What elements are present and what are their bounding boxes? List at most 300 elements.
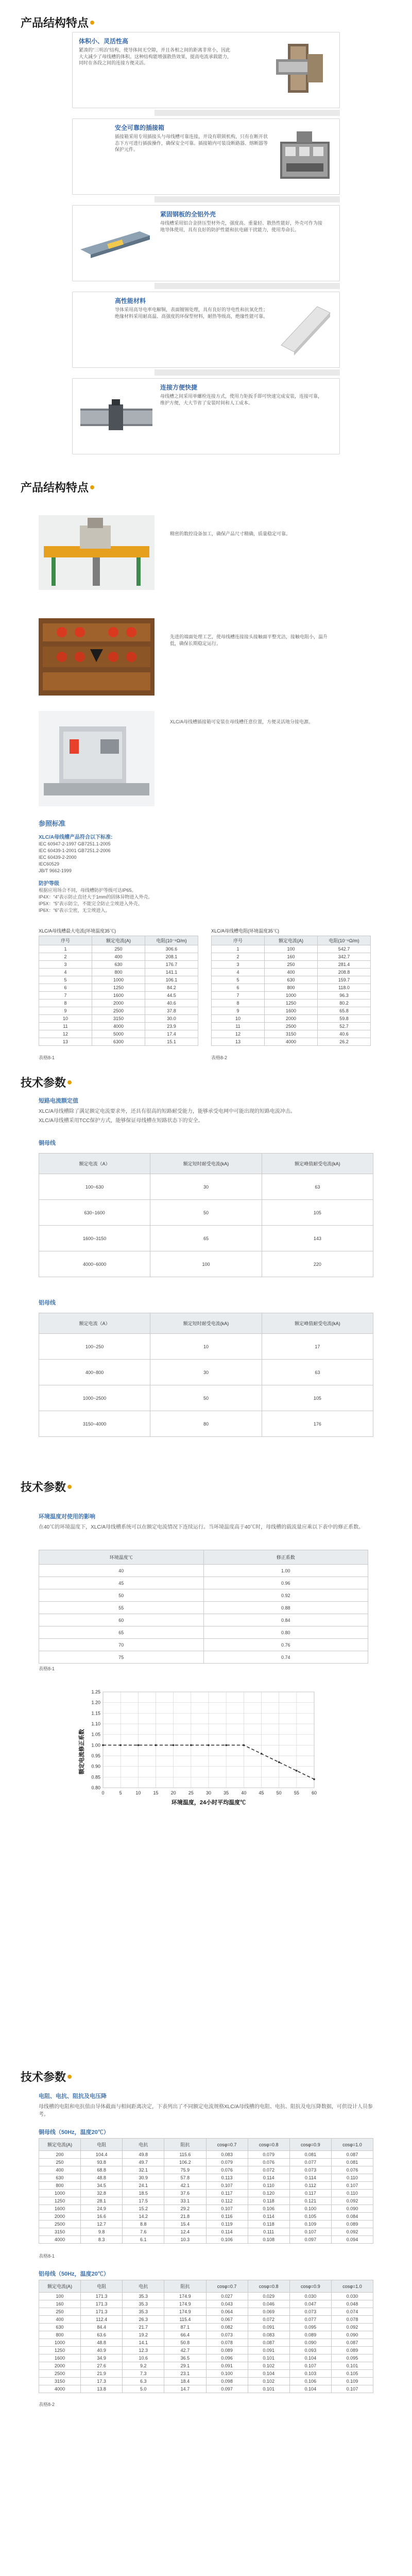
table-cell: 12.7 (81, 2221, 123, 2228)
title-dot: • (89, 17, 96, 30)
table-row (39, 976, 198, 984)
section-title-structure (21, 14, 96, 30)
x-tick-label: 10 (135, 1790, 141, 1795)
table-header-row (39, 1550, 368, 1565)
table-cell: 0.048 (331, 2300, 373, 2308)
table-cell: 57.8 (164, 2174, 206, 2182)
table-cell: 4000 (39, 2385, 81, 2393)
table-cell: 400 (39, 2316, 81, 2324)
x-tick-label: 0 (101, 1790, 105, 1795)
table-row (212, 961, 371, 969)
impedance-aluminum-note: 表格8-2 (39, 2402, 55, 2407)
table-cell: 0.96 (203, 1577, 368, 1589)
standards-list (39, 841, 111, 874)
table-cell: 12 (212, 1030, 265, 1038)
temp-table-note: 表格8-1 (39, 1666, 55, 1671)
standards-subtitle: XLC/A母线槽产品符合以下标准: (39, 835, 113, 840)
table-cell: 0.081 (331, 2159, 373, 2166)
table-cell: 15.1 (145, 1038, 198, 1046)
table-cell: 12 (39, 1030, 92, 1038)
table-header-cell: cosφ=0.7 (206, 2139, 248, 2151)
table-cell: 0.030 (289, 2293, 331, 2300)
table-cell: 2500 (265, 1023, 318, 1030)
table-cell: 0.097 (206, 2385, 248, 2393)
table-row (39, 953, 198, 961)
table-row (39, 2385, 373, 2393)
table-cell: 15.2 (123, 2205, 164, 2213)
table-header-cell: 额定电流（A） (39, 1313, 150, 1334)
aluminum-impedance-table (39, 2280, 373, 2393)
table-cell: 0.087 (248, 2339, 289, 2347)
table-cell: 2 (39, 953, 92, 961)
table-cell: 0.093 (289, 2347, 331, 2354)
table-cell: 80 (150, 1411, 262, 1437)
table-header-row (39, 1313, 373, 1334)
table-cell: 0.114 (289, 2174, 331, 2182)
table-cell: 26.3 (123, 2316, 164, 2324)
feature-title: 连接方便快捷 (160, 384, 198, 391)
table-header-cell: cosφ=0.8 (248, 2139, 289, 2151)
table-cell: 0.105 (331, 2370, 373, 2378)
title-dot: • (66, 1077, 74, 1090)
table-cell: 100 (39, 2293, 81, 2300)
table-cell: 34.9 (81, 2354, 123, 2362)
table-header-cell: 电阻(10⁻⁶Ω/m) (145, 936, 198, 945)
feature-card-1 (72, 32, 340, 108)
table-cell: 800 (92, 969, 145, 976)
feature-text: 紧凑的“三明治”结构，使导体间无空隙，并且各相之间的距离非常小，因此大大减少了母线槽的体积。这种结构能增强散热效果，提高电流承载能力，同时在各段之间的连接方便灵活。 (79, 47, 232, 65)
table-cell: 0.092 (331, 2324, 373, 2331)
table-cell: 0.082 (206, 2324, 248, 2331)
table-cell: 0.027 (206, 2293, 248, 2300)
table-cell: 21.9 (81, 2370, 123, 2378)
table-row (39, 1577, 368, 1589)
table-cell: 0.118 (248, 2221, 289, 2228)
table-row (39, 2308, 373, 2316)
y-tick-label: 1.20 (91, 1700, 100, 1705)
table-cell: 8.8 (123, 2221, 164, 2228)
table-cell: 400 (92, 953, 145, 961)
table2-caption: XLC/A母线槽电阻(环境温度35℃) (211, 928, 280, 934)
table-cell: 3 (212, 961, 265, 969)
table-cell: 32.1 (123, 2166, 164, 2174)
table-cell: 36.5 (164, 2354, 206, 2362)
table-cell: 0.072 (248, 2166, 289, 2174)
standard-item: JB/T 9662-1999 (39, 868, 72, 873)
table-header-row (39, 2139, 373, 2151)
table-cell: 63 (262, 1174, 373, 1200)
table-row (39, 999, 198, 1007)
table-cell: 16.6 (81, 2213, 123, 2221)
table-cell: 0.069 (248, 2308, 289, 2316)
table-header-cell: 电阻 (81, 2139, 123, 2151)
table-row (39, 961, 198, 969)
table-cell: 6.3 (123, 2378, 164, 2385)
title-dot: • (66, 2071, 74, 2084)
table-cell: 17.3 (81, 2378, 123, 2385)
table-cell: 49.8 (123, 2151, 164, 2159)
table-row (39, 1015, 198, 1023)
table-cell: 0.090 (331, 2331, 373, 2339)
table-cell: 281.4 (318, 961, 371, 969)
table-cell: 174.9 (164, 2300, 206, 2308)
table-cell: 0.091 (206, 2362, 248, 2370)
table-cell: 30 (150, 1360, 262, 1385)
copper-impedance-table (39, 2138, 373, 2244)
table-cell: 0.072 (248, 2316, 289, 2324)
table-cell: 0.106 (289, 2378, 331, 2385)
table-cell: 50 (150, 1385, 262, 1411)
x-tick-label: 20 (170, 1790, 176, 1795)
table-row (39, 1626, 368, 1639)
table-row (39, 2166, 373, 2174)
table-cell: 1250 (39, 2347, 81, 2354)
table-cell: 9 (39, 1007, 92, 1015)
table-cell: 59.8 (318, 1015, 371, 1023)
table-row (39, 969, 198, 976)
table-row (39, 1334, 373, 1360)
table-header-cell: 额定峰值耐受电流(kA) (262, 1313, 373, 1334)
y-tick-label: 0.80 (91, 1785, 100, 1790)
table-cell: 4 (212, 969, 265, 976)
table-cell: 3150 (39, 2228, 81, 2236)
table-cell: 17 (262, 1334, 373, 1360)
table-cell: 33.1 (164, 2197, 206, 2205)
table-cell: 65.8 (318, 1007, 371, 1015)
table-cell: 11 (39, 1023, 92, 1030)
table-row (39, 1589, 368, 1602)
table-cell: 630 (92, 961, 145, 969)
protection-line: 根据应用场合不同，母线槽防护等级可达IP65。 (39, 888, 136, 893)
table-cell: 630~1600 (39, 1200, 150, 1226)
feature-text: 母线槽之间采用单螺栓连接方式，使用力矩扳手即可快速完成安装，连接可靠，维护方便，大大节省了安装时间和人工成本。 (160, 394, 323, 405)
table-header-cell: 额定电流(A) (39, 2139, 81, 2151)
title-text: 产品结构特点 (21, 17, 89, 30)
table-cell: 0.029 (248, 2293, 289, 2300)
table-cell: 4000 (265, 1038, 318, 1046)
table-row (39, 2339, 373, 2347)
table-cell: 29.1 (164, 2362, 206, 2370)
table-cell: 0.047 (289, 2300, 331, 2308)
table-row (39, 2197, 373, 2205)
table-cell: 0.097 (289, 2236, 331, 2244)
table-cell: 0.119 (206, 2221, 248, 2228)
tech-para: XLC/A母线槽除了满足额定电流要求外，还具有很高的短路耐受能力，能够承受电网中可能出现的短路电流冲击。 (39, 1109, 296, 1114)
table-cell: 100~630 (39, 1174, 150, 1200)
table-cell: 0.111 (248, 2228, 289, 2236)
feature-text: 导体采用高导电率电解铜，表面镀锡处理，具有良好的导电性和抗氧化性；绝缘材料采用耐高温、高强度的环保型材料，耐热等级高，绝缘性能可靠。 (115, 307, 268, 319)
data-point (296, 1770, 298, 1772)
table-row (212, 1023, 371, 1030)
table-cell: 21.8 (164, 2213, 206, 2221)
table-cell: 0.107 (289, 2228, 331, 2236)
table-cell: 0.043 (206, 2300, 248, 2308)
table-cell: 1000 (39, 2339, 81, 2347)
table-cell: 68.8 (81, 2166, 123, 2174)
table-header-cell: cosφ=0.7 (206, 2280, 248, 2293)
data-point (102, 1744, 104, 1747)
table-row (39, 1023, 198, 1030)
table-cell: 0.092 (331, 2228, 373, 2236)
table-cell: 63 (262, 1360, 373, 1385)
table-cell: 115.4 (164, 2316, 206, 2324)
table-cell: 160 (39, 2300, 81, 2308)
impedance-copper-note: 表格8-1 (39, 2253, 55, 2259)
table-row (212, 992, 371, 999)
product-desc-3: XLC/A母线槽插接箱可安装在母线槽任意位置，方便灵活地分接电源。 (170, 719, 314, 724)
table-cell: 42.1 (164, 2182, 206, 2190)
table-cell: 37.8 (145, 1007, 198, 1015)
table-cell: 1250 (265, 999, 318, 1007)
table-header-cell: 电阻 (81, 2280, 123, 2293)
x-tick-label: 55 (294, 1790, 299, 1795)
temperature-factor-table (39, 1550, 368, 1664)
table-cell: 1000 (92, 976, 145, 984)
table-cell: 18.5 (123, 2190, 164, 2197)
table-cell: 306.6 (145, 945, 198, 953)
table-cell: 0.100 (289, 2205, 331, 2213)
table-cell: 0.076 (248, 2159, 289, 2166)
section-title-product (21, 479, 96, 495)
data-point (313, 1778, 315, 1781)
table-cell: 0.108 (248, 2236, 289, 2244)
table-cell: 2500 (39, 2370, 81, 2378)
table-cell: 106.1 (145, 976, 198, 984)
table-cell: 0.081 (289, 2151, 331, 2159)
table-header-row (39, 2280, 373, 2293)
table-cell: 48.8 (81, 2339, 123, 2347)
feature-title: 紧固钢板的全铝外壳 (160, 211, 216, 218)
data-point (190, 1744, 192, 1747)
table-cell: 2500 (92, 1007, 145, 1015)
table-cell: 0.087 (331, 2151, 373, 2159)
x-tick-label: 30 (205, 1790, 212, 1795)
table-cell: 0.083 (248, 2331, 289, 2339)
table-cell: 112.4 (81, 2316, 123, 2324)
table-cell: 0.067 (206, 2316, 248, 2324)
x-tick-label: 35 (224, 1790, 229, 1795)
table-cell: 0.102 (248, 2378, 289, 2385)
table-cell: 14.1 (123, 2339, 164, 2347)
table-header-cell: 序号 (39, 936, 92, 945)
data-point (261, 1753, 263, 1755)
table-cell: 400 (265, 969, 318, 976)
section-title-impedance (21, 2069, 73, 2084)
table-row (39, 1565, 368, 1577)
feature-title: 高性能材料 (115, 297, 146, 304)
table-cell: 75 (39, 1651, 204, 1664)
impedance-subtitle: 电阻、电抗、阻抗及电压降 (39, 2093, 107, 2099)
y-tick-label: 1.05 (91, 1732, 100, 1737)
table-header-cell: 额定电流（A） (39, 1154, 150, 1174)
table-cell: 50 (150, 1200, 262, 1226)
table-cell: 0.107 (289, 2362, 331, 2370)
table-row (39, 1614, 368, 1626)
impedance-aluminum-title: 铝母线（50Hz，温度20℃） (39, 2271, 109, 2277)
table-cell: 0.107 (206, 2205, 248, 2213)
table-cell: 0.110 (248, 2182, 289, 2190)
table-cell: 0.118 (248, 2197, 289, 2205)
impedance-copper-title: 铜母线（50Hz，温度20℃） (39, 2129, 109, 2136)
temp-subtitle: 环境温度对使用的影响 (39, 1514, 95, 1520)
table-row (39, 2362, 373, 2370)
table-cell: 21.7 (123, 2324, 164, 2331)
table-cell: 55 (39, 1602, 204, 1614)
table-header-cell: 电抗 (123, 2280, 164, 2293)
table-row (39, 2213, 373, 2221)
table-cell: 4000 (39, 2236, 81, 2244)
table-row (39, 1007, 198, 1015)
table-cell: 10 (150, 1334, 262, 1360)
table-cell: 800 (39, 2182, 81, 2190)
table-cell: 0.046 (248, 2300, 289, 2308)
table-cell: 10 (39, 1015, 92, 1023)
table-cell: 0.064 (206, 2308, 248, 2316)
table-cell: 0.109 (331, 2378, 373, 2385)
table-cell: 0.076 (331, 2166, 373, 2174)
section-title-standards: 参照标准 (39, 820, 66, 827)
table-row (39, 2182, 373, 2190)
table-cell: 0.117 (289, 2190, 331, 2197)
table-cell: 160 (265, 953, 318, 961)
table-cell: 3150~4000 (39, 1411, 150, 1437)
table-cell: 0.087 (331, 2339, 373, 2347)
quick-connection-image (78, 394, 155, 440)
table-cell: 0.089 (331, 2347, 373, 2354)
table-cell: 1000 (265, 992, 318, 999)
table-header-cell: 序号 (212, 936, 265, 945)
feature-title: 安全可靠的插接箱 (115, 124, 165, 131)
table-cell: 250 (39, 2159, 81, 2166)
table-cell: 1600 (39, 2205, 81, 2213)
table-cell: 100 (265, 945, 318, 953)
table-cell: 10.6 (123, 2354, 164, 2362)
table-cell: 0.095 (331, 2354, 373, 2362)
table-row (212, 953, 371, 961)
table-cell: 0.110 (331, 2190, 373, 2197)
table-cell: 1000 (39, 2190, 81, 2197)
table-cell: 40.6 (145, 999, 198, 1007)
cnc-machine-photo (39, 515, 154, 590)
table-cell: 0.80 (203, 1626, 368, 1639)
separator-strip (154, 196, 340, 202)
table-cell: 1250 (39, 2197, 81, 2205)
table-cell: 5 (212, 976, 265, 984)
table-cell: 87.1 (164, 2324, 206, 2331)
table-header-cell: cosφ=1.0 (331, 2139, 373, 2151)
table-cell: 5.0 (123, 2385, 164, 2393)
table-cell: 0.74 (203, 1651, 368, 1664)
y-tick-label: 1.00 (91, 1742, 100, 1748)
table-cell: 7 (212, 992, 265, 999)
table-cell: 48.8 (81, 2174, 123, 2182)
table-cell: 171.3 (81, 2300, 123, 2308)
table-cell: 6300 (92, 1038, 145, 1046)
table-row (39, 1200, 373, 1226)
standard-item: IEC 60439-1-2001 GB7251.2-2006 (39, 848, 111, 853)
table-row (39, 2331, 373, 2339)
separator-strip (154, 369, 340, 376)
y-tick-label: 1.15 (91, 1710, 100, 1716)
table-cell: 7 (39, 992, 92, 999)
table-cell: 630 (39, 2174, 81, 2182)
protection-line: IP6X：“6”表示尘密，无尘埃进入。 (39, 908, 110, 913)
table-cell: 2000 (92, 999, 145, 1007)
table-cell: 542.7 (318, 945, 371, 953)
table-cell: 27.6 (81, 2362, 123, 2370)
table-cell: 0.105 (289, 2213, 331, 2221)
table-cell: 1600 (39, 2354, 81, 2362)
table-cell: 2000 (39, 2362, 81, 2370)
table-cell: 40 (39, 1565, 204, 1577)
table-row (39, 1385, 373, 1411)
table-cell: 0.112 (206, 2197, 248, 2205)
data-point (138, 1744, 140, 1747)
table-row (39, 2300, 373, 2308)
table-row (39, 984, 198, 992)
resistance-table (211, 936, 371, 1046)
x-tick-label: 25 (188, 1790, 194, 1795)
table-cell: 208.1 (145, 953, 198, 961)
table-cell: 30.9 (123, 2174, 164, 2182)
table-cell: 0.078 (206, 2339, 248, 2347)
table-row (39, 2174, 373, 2182)
table-cell: 17.5 (123, 2197, 164, 2205)
table-cell: 104.4 (81, 2151, 123, 2159)
table-cell: 208.8 (318, 969, 371, 976)
x-tick-label: 45 (259, 1790, 264, 1795)
table-header-cell: 额定电流(A) (39, 2280, 81, 2293)
table-row (39, 1226, 373, 1251)
title-dot: • (66, 1481, 74, 1494)
table-cell: 5 (39, 976, 92, 984)
table-cell: 15.4 (164, 2221, 206, 2228)
table-row (39, 2324, 373, 2331)
table-cell: 0.078 (331, 2316, 373, 2324)
table-cell: 18.4 (164, 2378, 206, 2385)
busbar-joint-image (273, 39, 330, 100)
table-row (39, 2221, 373, 2228)
table-cell: 0.096 (206, 2354, 248, 2362)
table-cell: 106.2 (164, 2159, 206, 2166)
table-cell: 0.079 (248, 2151, 289, 2159)
table-cell: 0.089 (331, 2221, 373, 2228)
temp-para: 在40℃的环境温度下，XLC/A母线槽系统可以在额定电流情况下连续运行。当环境温度高于40℃时，母线槽的载流量应乘以下表中的修正系数。 (39, 1524, 364, 1530)
table-cell: 0.089 (289, 2331, 331, 2339)
table-cell: 1600~3150 (39, 1226, 150, 1251)
table-row (212, 1007, 371, 1015)
table-cell: 1600 (92, 992, 145, 999)
table-row (39, 1411, 373, 1437)
table-cell: 0.079 (206, 2159, 248, 2166)
table-cell: 0.084 (331, 2213, 373, 2221)
table-row (39, 1360, 373, 1385)
table-cell: 105 (262, 1200, 373, 1226)
separator-strip (154, 110, 340, 116)
protection-list (39, 887, 153, 914)
table-cell: 0.100 (206, 2370, 248, 2378)
title-text: 产品结构特点 (21, 482, 89, 495)
table-cell: 14.2 (123, 2213, 164, 2221)
table-header-cell: 环境温度℃ (39, 1550, 204, 1565)
table-cell: 13 (212, 1038, 265, 1046)
table-row (39, 2293, 373, 2300)
table-cell: 0.073 (206, 2331, 248, 2339)
table-cell: 24.1 (123, 2182, 164, 2190)
table-cell: 0.104 (248, 2370, 289, 2378)
table-cell: 13 (39, 1038, 92, 1046)
tech-subtitle: 短路电流额定值 (39, 1098, 78, 1104)
